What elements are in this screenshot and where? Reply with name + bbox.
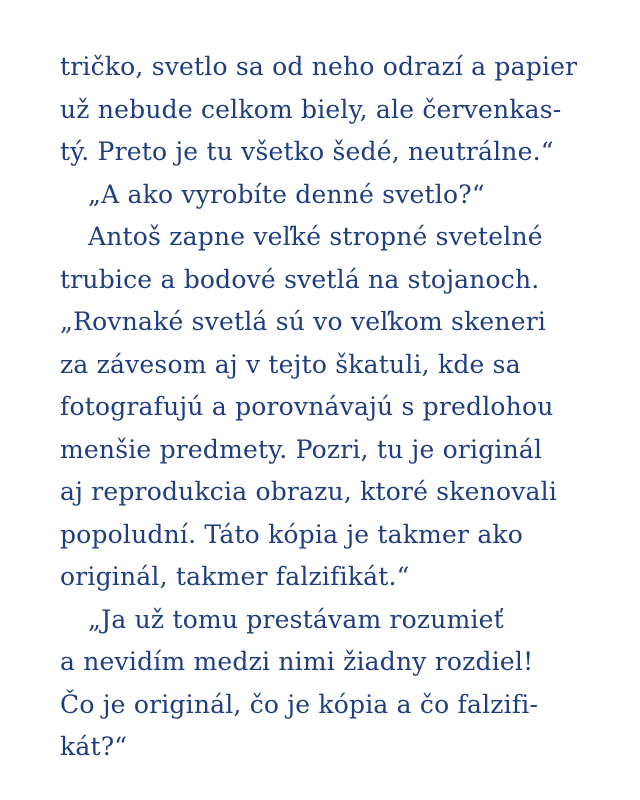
text-line-paragraph-start: Antoš zapne veľké stropné svetelné [88, 222, 543, 251]
text-line: Čo je originál, čo je kópia a čo falzifi- [60, 689, 539, 719]
text-line: aj reprodukcia obrazu, ktoré skenovali [60, 477, 558, 506]
text-line: trubice a bodové svetlá na stojanoch. [60, 264, 540, 294]
text-line: fotografujú a porovnávajú s predlohou [60, 392, 554, 421]
text-line: kát?“ [60, 732, 128, 761]
text-line: popoludní. Táto kópia je takmer ako [60, 519, 524, 549]
body-text [60, 46, 600, 769]
text-line: už nebude celkom biely, ale červenkas- [60, 94, 562, 124]
text-line-paragraph-start: „Ja už tomu prestávam rozumieť [88, 604, 504, 634]
text-line-paragraph-start: „A ako vyrobíte denné svetlo?“ [88, 179, 485, 209]
text-line: tý. Preto je tu všetko šedé, neutrálne.“ [60, 137, 554, 166]
text-line: tričko, svetlo sa od neho odrazí a papier [60, 52, 578, 81]
text-line: „Rovnaké svetlá sú vo veľkom skeneri [60, 307, 547, 336]
text-line: menšie predmety. Pozri, tu je originál [60, 434, 543, 464]
text-line: a nevidím medzi nimi žiadny rozdiel! [60, 647, 534, 676]
text-line: originál, takmer falzifikát.“ [60, 562, 410, 591]
text-line: za závesom aj v tejto škatuli, kde sa [60, 349, 521, 379]
